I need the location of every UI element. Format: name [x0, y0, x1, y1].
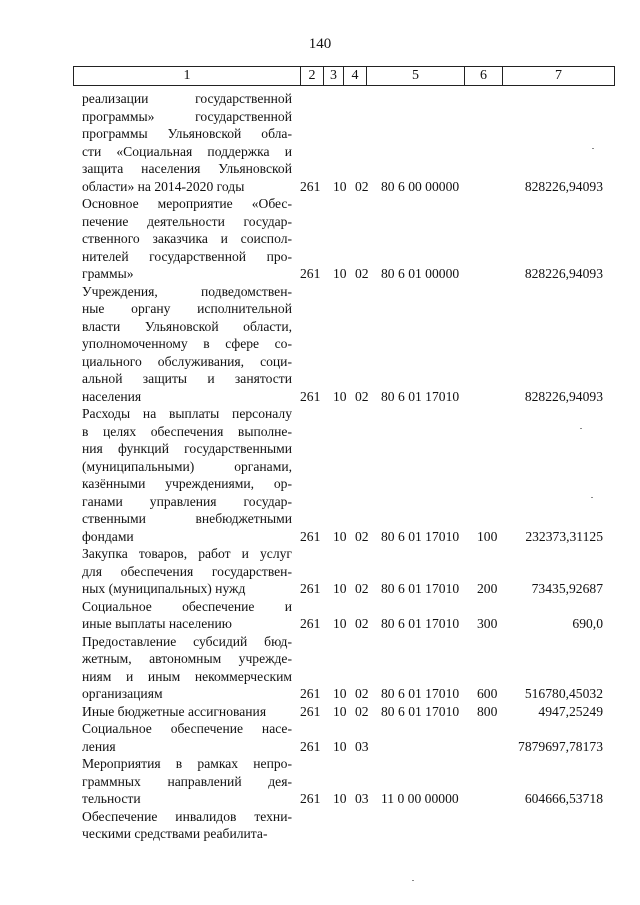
description-line: ния функций государственными	[82, 441, 292, 456]
col-5-value: 80 6 01 17010	[381, 686, 460, 701]
description-line: жетным, автономным учрежде-	[82, 651, 292, 666]
row-description	[82, 633, 292, 703]
col-4-value: 02	[355, 703, 369, 719]
description-line: граммы»	[82, 266, 134, 281]
description-line: программы» государственной	[82, 108, 292, 124]
col-7-value: 828226,94093	[524, 266, 603, 281]
col-7-value: 232373,31125	[525, 528, 603, 544]
table-header	[73, 66, 615, 86]
col-5-value: 11 0 00 00000	[381, 791, 459, 806]
col-7-value: 690,0	[572, 616, 603, 631]
col-4-value: 02	[355, 686, 369, 701]
col-7-value: 516780,45032	[524, 686, 603, 701]
description-line: (муниципальными) органами,	[82, 458, 292, 474]
description-line: Расходы на выплаты персоналу	[82, 406, 292, 421]
table-row	[0, 808, 640, 843]
description-line: власти Ульяновской области,	[82, 318, 292, 334]
header-col-7: 7	[555, 68, 562, 83]
col-3-value: 10	[333, 791, 347, 806]
description-line: ственного заказчика и соиспол-	[82, 231, 292, 246]
description-line: для обеспечения государствен-	[82, 563, 292, 579]
col-4-value: 03	[355, 738, 369, 754]
description-line: иные выплаты населению	[82, 616, 232, 631]
col-2-value: 261	[300, 178, 321, 194]
col-3-value: 10	[333, 266, 347, 281]
row-description	[82, 90, 292, 195]
col-4-value: 02	[355, 388, 369, 404]
description-line: нителей государственной про-	[82, 248, 292, 264]
header-col-3: 3	[324, 67, 344, 85]
description-line: тельности	[82, 791, 141, 806]
col-3-value: 10	[333, 581, 347, 596]
col-6-value: 100	[477, 528, 498, 544]
description-line: Предоставление субсидий бюд-	[82, 633, 292, 649]
col-5-value: 80 6 01 17010	[381, 528, 460, 544]
description-line: в целях обеспечения выполне-	[82, 423, 292, 439]
col-7-value: 73435,92687	[531, 581, 603, 596]
header-col-6: 6	[465, 67, 503, 85]
description-line: Иные бюджетные ассигнования	[82, 703, 267, 719]
col-6-value: 600	[477, 686, 498, 701]
table-row	[0, 633, 640, 703]
table-row	[0, 90, 640, 195]
col-4-value: 03	[355, 791, 369, 806]
row-description	[82, 195, 292, 283]
col-7-value: 604666,53718	[524, 791, 603, 806]
row-description	[82, 720, 292, 755]
col-7-value: 7879697,78173	[518, 738, 603, 754]
col-3-value: 10	[333, 528, 347, 544]
description-line: Обеспечение инвалидов техни-	[82, 808, 292, 824]
description-line: сти «Социальная поддержка и	[82, 143, 292, 159]
description-line: альной защиты и занятости	[82, 371, 292, 386]
row-description	[82, 703, 292, 721]
col-2-value: 261	[300, 266, 321, 281]
description-line: ные органу исполнительной	[82, 301, 292, 316]
col-4-value: 02	[355, 616, 369, 631]
description-line: Закупка товаров, работ и услуг	[82, 546, 292, 561]
description-line: ческими средствами реабилита-	[82, 826, 268, 841]
header-col-5: 5	[367, 67, 465, 85]
description-line: Учреждения, подведомствен-	[82, 283, 292, 299]
header-col-1: 1	[74, 67, 301, 85]
description-line: циального обслуживания, соци-	[82, 353, 292, 369]
col-7-value: 828226,94093	[524, 178, 603, 194]
table-row	[0, 283, 640, 406]
col-3-value: 10	[333, 686, 347, 701]
col-7-value: 828226,94093	[524, 388, 603, 404]
table-row	[0, 545, 640, 598]
row-description	[82, 808, 292, 843]
col-5-value: 80 6 01 00000	[381, 266, 460, 281]
scan-speck	[592, 148, 594, 149]
col-7-value: 4947,25249	[538, 703, 603, 719]
description-line: реализации государственной	[82, 91, 292, 106]
col-2-value: 261	[300, 581, 321, 596]
col-2-value: 261	[300, 738, 321, 754]
col-4-value: 02	[355, 528, 369, 544]
table-row	[0, 755, 640, 808]
scan-speck	[591, 497, 593, 498]
col-5-value: 80 6 01 17010	[381, 388, 460, 404]
col-2-value: 261	[300, 703, 321, 719]
description-line: уполномоченному в сфере со-	[82, 336, 292, 351]
col-3-value: 10	[333, 616, 347, 631]
description-line: казёнными учреждениями, ор-	[82, 476, 292, 491]
page-number: 140	[308, 36, 332, 52]
col-5-value: 80 6 01 17010	[381, 616, 460, 631]
row-description	[82, 283, 292, 406]
row-description	[82, 755, 292, 808]
col-4-value: 02	[355, 178, 369, 194]
table-row	[0, 405, 640, 545]
col-4-value: 02	[355, 266, 369, 281]
row-description	[82, 598, 292, 633]
description-line: населения	[82, 388, 142, 404]
header-col-4: 4	[344, 67, 367, 85]
row-description	[82, 545, 292, 598]
col-6-value: 300	[477, 616, 498, 631]
col-2-value: 261	[300, 791, 321, 806]
description-line: программы Ульяновской обла-	[82, 126, 292, 141]
description-line: ления	[82, 738, 116, 754]
description-line: ниям и иным некоммерческим	[82, 668, 292, 684]
col-2-value: 261	[300, 528, 321, 544]
col-4-value: 02	[355, 581, 369, 596]
description-line: ных (муниципальных) нужд	[82, 581, 246, 596]
description-line: области» на 2014-2020 годы	[82, 178, 245, 194]
description-line: ганами управления государ-	[82, 493, 292, 509]
col-2-value: 261	[300, 686, 321, 701]
col-5-value: 80 6 01 17010	[381, 703, 460, 719]
description-line: печение деятельности государ-	[82, 213, 292, 229]
col-6-value: 200	[477, 581, 498, 596]
description-line: ственными внебюджетными	[82, 511, 292, 526]
table-row	[0, 703, 640, 721]
description-line: Основное мероприятие «Обес-	[82, 196, 292, 211]
scan-speck	[412, 880, 414, 881]
col-5-value: 80 6 01 17010	[381, 581, 460, 596]
description-line: защита населения Ульяновской	[82, 161, 292, 176]
description-line: Мероприятия в рамках непро-	[82, 756, 292, 771]
col-6-value: 800	[477, 703, 498, 719]
col-2-value: 261	[300, 388, 321, 404]
description-line: граммных направлений дея-	[82, 773, 292, 789]
description-line: Социальное обеспечение насе-	[82, 721, 292, 736]
col-2-value: 261	[300, 616, 321, 631]
col-3-value: 10	[333, 703, 347, 719]
table-row	[0, 598, 640, 633]
table-row	[0, 720, 640, 755]
row-description	[82, 405, 292, 545]
scan-speck	[580, 428, 582, 429]
col-3-value: 10	[333, 178, 347, 194]
table-row	[0, 195, 640, 283]
description-line: фондами	[82, 528, 134, 544]
header-col-2: 2	[301, 67, 324, 85]
col-3-value: 10	[333, 738, 347, 754]
col-5-value: 80 6 00 00000	[381, 178, 460, 194]
description-line: организациям	[82, 686, 163, 701]
col-3-value: 10	[333, 388, 347, 404]
description-line: Социальное обеспечение и	[82, 598, 292, 614]
